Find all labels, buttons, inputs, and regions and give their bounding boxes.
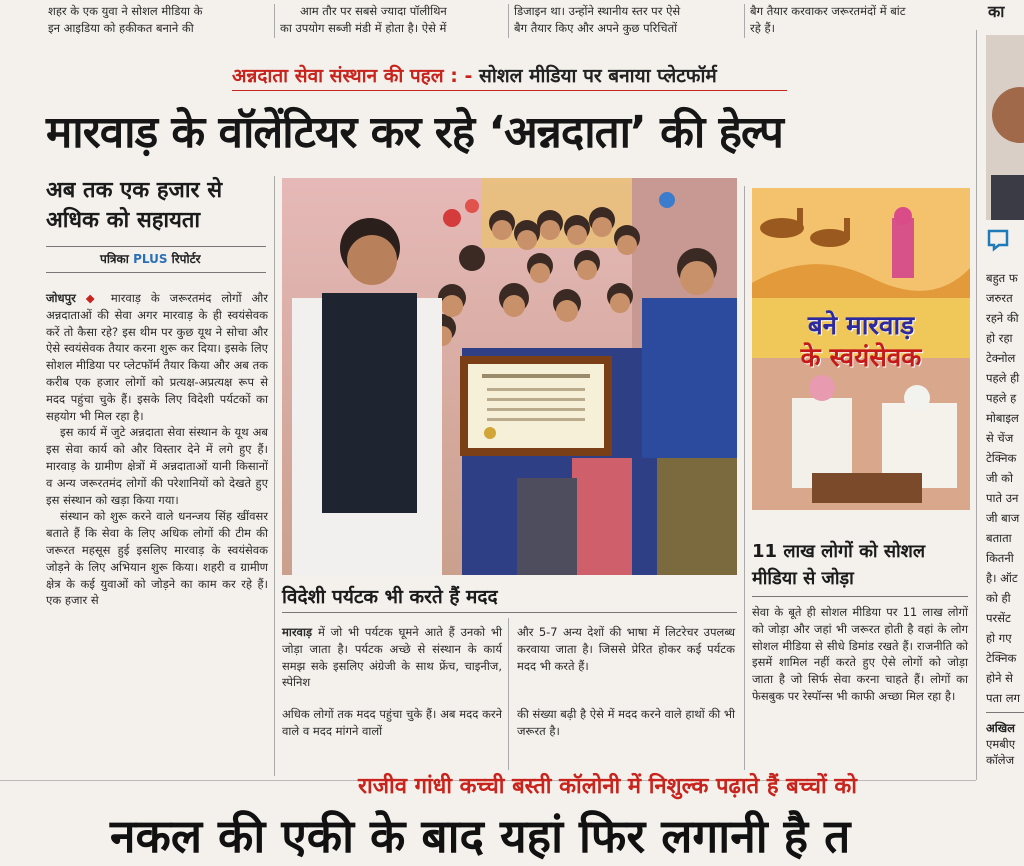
paragraph [46, 290, 268, 424]
text-line: टेक्निक [986, 651, 1017, 665]
text-line: होने से [986, 671, 1013, 685]
quote-icon [986, 228, 1010, 252]
divider [986, 712, 1024, 713]
diamond-icon: ◆ [85, 291, 101, 305]
columnist-photo [986, 35, 1024, 220]
text-line: शहर के एक युवा ने सोशल मीडिया के [48, 4, 203, 18]
divider [282, 612, 737, 613]
text-line: जी को [986, 471, 1013, 485]
divider [752, 596, 968, 597]
top-strip-col-3 [514, 3, 744, 37]
poster-line-1: बने मारवाड़ [807, 311, 915, 341]
foreign-col-1b: अधिक लोगों तक मदद पहुंचा चुके हैं। अब मदद करने वाले व मदद मांगने वालों [282, 707, 502, 738]
text-line: बैग तैयार करवाकर जरूरतमंदों में बांट [750, 4, 906, 18]
text-line: हो गए [986, 631, 1012, 645]
kicker [232, 62, 717, 88]
byline [100, 250, 201, 267]
text-line: पहले ह [986, 391, 1017, 405]
kicker-black: सोशल मीडिया पर बनाया प्लेटफॉर्म [478, 65, 717, 87]
right-bottom [986, 720, 1024, 768]
page-headline: मारवाड़ के वॉलेंटियर कर रहे ‘अन्नदाता’ की हेल्प [46, 107, 783, 158]
subhead-line: अब तक एक हजार से [46, 178, 223, 203]
quote-icon-glyph [986, 228, 1010, 252]
paragraph [46, 508, 268, 609]
text-line: टेक्निक [986, 451, 1017, 465]
columnist-photo-illustration [986, 35, 1024, 220]
paragraph-text: मारवाड़ के जरूरतमंद लोगों और अन्नदाताओं की सेवा अगर मारवाड़ के ही स्वयंसेवक करें तो कैसा रहे? इस थीम पर कुछ यूथ ने सोचा और ऐसे स्वयंसेवक तैयार करना शुरू कर दिया। इसके लिए सोशल मीडिया पर प्लेटफॉर्म तैयार किया और अब तक करीब एक हजार लोगों को प्रत्यक्ष-अप्रत्यक्ष रूप से मदद पहुंचा चुके हैं। इसके लिए विदेशी पर्यटकों का सहयोग भी मिल रहा है। [46, 291, 268, 423]
poster-line-2: के स्वयंसेवक [800, 343, 922, 373]
text-line: बताता [986, 531, 1012, 545]
column-rule [976, 30, 977, 780]
subhead-line: अधिक को सहायता [46, 208, 201, 233]
cut-headline: नकल की एकी के बाद यहां फिर लगानी है त [110, 809, 851, 863]
text-line: है। ऑट [986, 571, 1018, 585]
text-line: परसेंट [986, 611, 1011, 625]
text-line: से चेंज [986, 431, 1014, 445]
text-line: आम तौर पर सबसे ज्यादा पॉलीथिन [300, 4, 447, 18]
foreign-col-2: और 5-7 अन्य देशों की भाषा में लिटरेचर उपलब्ध करवाया जाता है। जिससे प्रेरित होकर कई पर्यटक मदद भी करते हैं। [517, 625, 735, 673]
divider [46, 246, 266, 247]
column-rule [274, 4, 275, 38]
text-line: मोबाइल [986, 411, 1019, 425]
subhead [46, 176, 276, 236]
paragraph-text: इस कार्य में जुटे अन्नदाता सेवा संस्थान के यूथ अब इस सेवा कार्य को और विस्तार देने में लगे हुए हैं। मारवाड़ के ग्रामीण क्षेत्रों में अन्नदाताओं यानी किसानों व अन्य जरूरतमंद लोगों की परेशानियों को देखते हुए इस संस्थान को खड़ा किया गया। [46, 425, 268, 507]
poster-image [752, 188, 970, 510]
social-text: सेवा के बूते ही सोशल मीडिया पर 11 लाख लोगों को जोड़ा और जहां भी जरूरत होती है वहां के लोग सोशल मीडिया से सीधे डिमांड रखते हैं। राजनीति को इसमें शामिल नहीं करते हुए ऐसे लोगों को जोड़ा जाता है जो सिर्फ सेवा करना चाहते हैं। लोगों का फेसबुक पर रेस्पॉन्स भी काफी अच्छा मिल रहा है। [752, 605, 968, 703]
text-line: बैग तैयार किए और अपने कुछ परिचितों [514, 21, 678, 35]
text-line: इन आइडिया को हकीकत बनाने की [48, 21, 194, 35]
byline-reporter: रिपोर्टर [171, 252, 201, 266]
text-line: रहे हैं। [750, 21, 775, 35]
text-line: पहले ही [986, 371, 1020, 385]
text-line: पाते उन [986, 491, 1019, 505]
byline-plus: PLUS [133, 252, 168, 266]
column-rule [508, 4, 509, 38]
byline-paper: पत्रिका [100, 252, 129, 266]
bottom-headline: राजीव गांधी कच्ची बस्ती कॉलोनी में निशुल्क पढ़ाते हैं बच्चों को [358, 774, 857, 799]
volunteers-photo-illustration [282, 178, 737, 575]
kicker-underline [232, 90, 787, 91]
text-line: जी बाज [986, 511, 1020, 525]
foreign-col-1 [282, 624, 502, 691]
dateline: जोधपुर [46, 291, 76, 305]
paragraph [46, 424, 268, 508]
right-column-text [986, 268, 1024, 708]
main-body [46, 290, 268, 609]
column-rule [508, 618, 509, 770]
text-line: को ही [986, 591, 1011, 605]
foreign-lead: मारवाड़ [282, 625, 313, 639]
text-line: बहुत फ [986, 271, 1018, 285]
volunteers-photo [282, 178, 737, 575]
text-line: कॉलेज [986, 753, 1015, 767]
text-line: एमबीए [986, 737, 1016, 751]
text-line: कितनी [986, 551, 1014, 565]
text-line: हो रहा [986, 331, 1013, 345]
paragraph-text: संस्थान को शुरू करने वाले धनन्जय सिंह खींवसर बताते हैं कि सेवा के लिए अधिक लोगों की टीम की जरूरत महसूस हुई इसलिए मारवाड़ के स्वयंसेवक जोड़ने के लिए अभियान शुरू किया। शहरी व ग्रामीण क्षेत्र के कई युवाओं को जोड़ने का काम कर रहे हैं। एक हजार से [46, 509, 268, 608]
top-strip-col-2 [280, 3, 505, 37]
text-line: का उपयोग सब्जी मंडी में होता है। ऐसे में [280, 21, 447, 35]
foreign-heading: विदेशी पर्यटक भी करते हैं मदद [282, 586, 498, 608]
foreign-text: में जो भी पर्यटक घूमने आते हैं उनको भी जोड़ा जाता है। पर्यटक अच्छे से संस्थान के कार्य समझ सके इसलिए अंग्रेजी के साथ फ्रेंच, चाइनीज, स्पेनिश [282, 625, 502, 690]
column-rule [744, 186, 745, 770]
kicker-red: अन्नदाता सेवा संस्थान की पहल : - [232, 65, 473, 87]
text-line: रहने की [986, 311, 1019, 325]
social-heading: 11 लाख लोगों को सोशल मीडिया से जोड़ा [752, 541, 926, 589]
text-line: जरुरत [986, 291, 1013, 305]
foreign-col-2b: की संख्या बढ़ी है ऐसे में मदद करने वाले हाथों की भी जरूरत है। [517, 707, 735, 738]
text-line: पता लग [986, 691, 1020, 705]
column-rule [274, 176, 275, 776]
top-strip-col-1 [48, 3, 273, 37]
right-top-fragment: का [988, 2, 1005, 21]
author-name: अखिल [986, 721, 1015, 735]
top-strip-col-4 [750, 3, 975, 37]
divider [46, 272, 266, 273]
column-rule [744, 4, 745, 38]
text-line: डिजाइन था। उन्होंने स्थानीय स्तर पर ऐसे [514, 4, 681, 18]
text-line: टेक्नोल [986, 351, 1016, 365]
